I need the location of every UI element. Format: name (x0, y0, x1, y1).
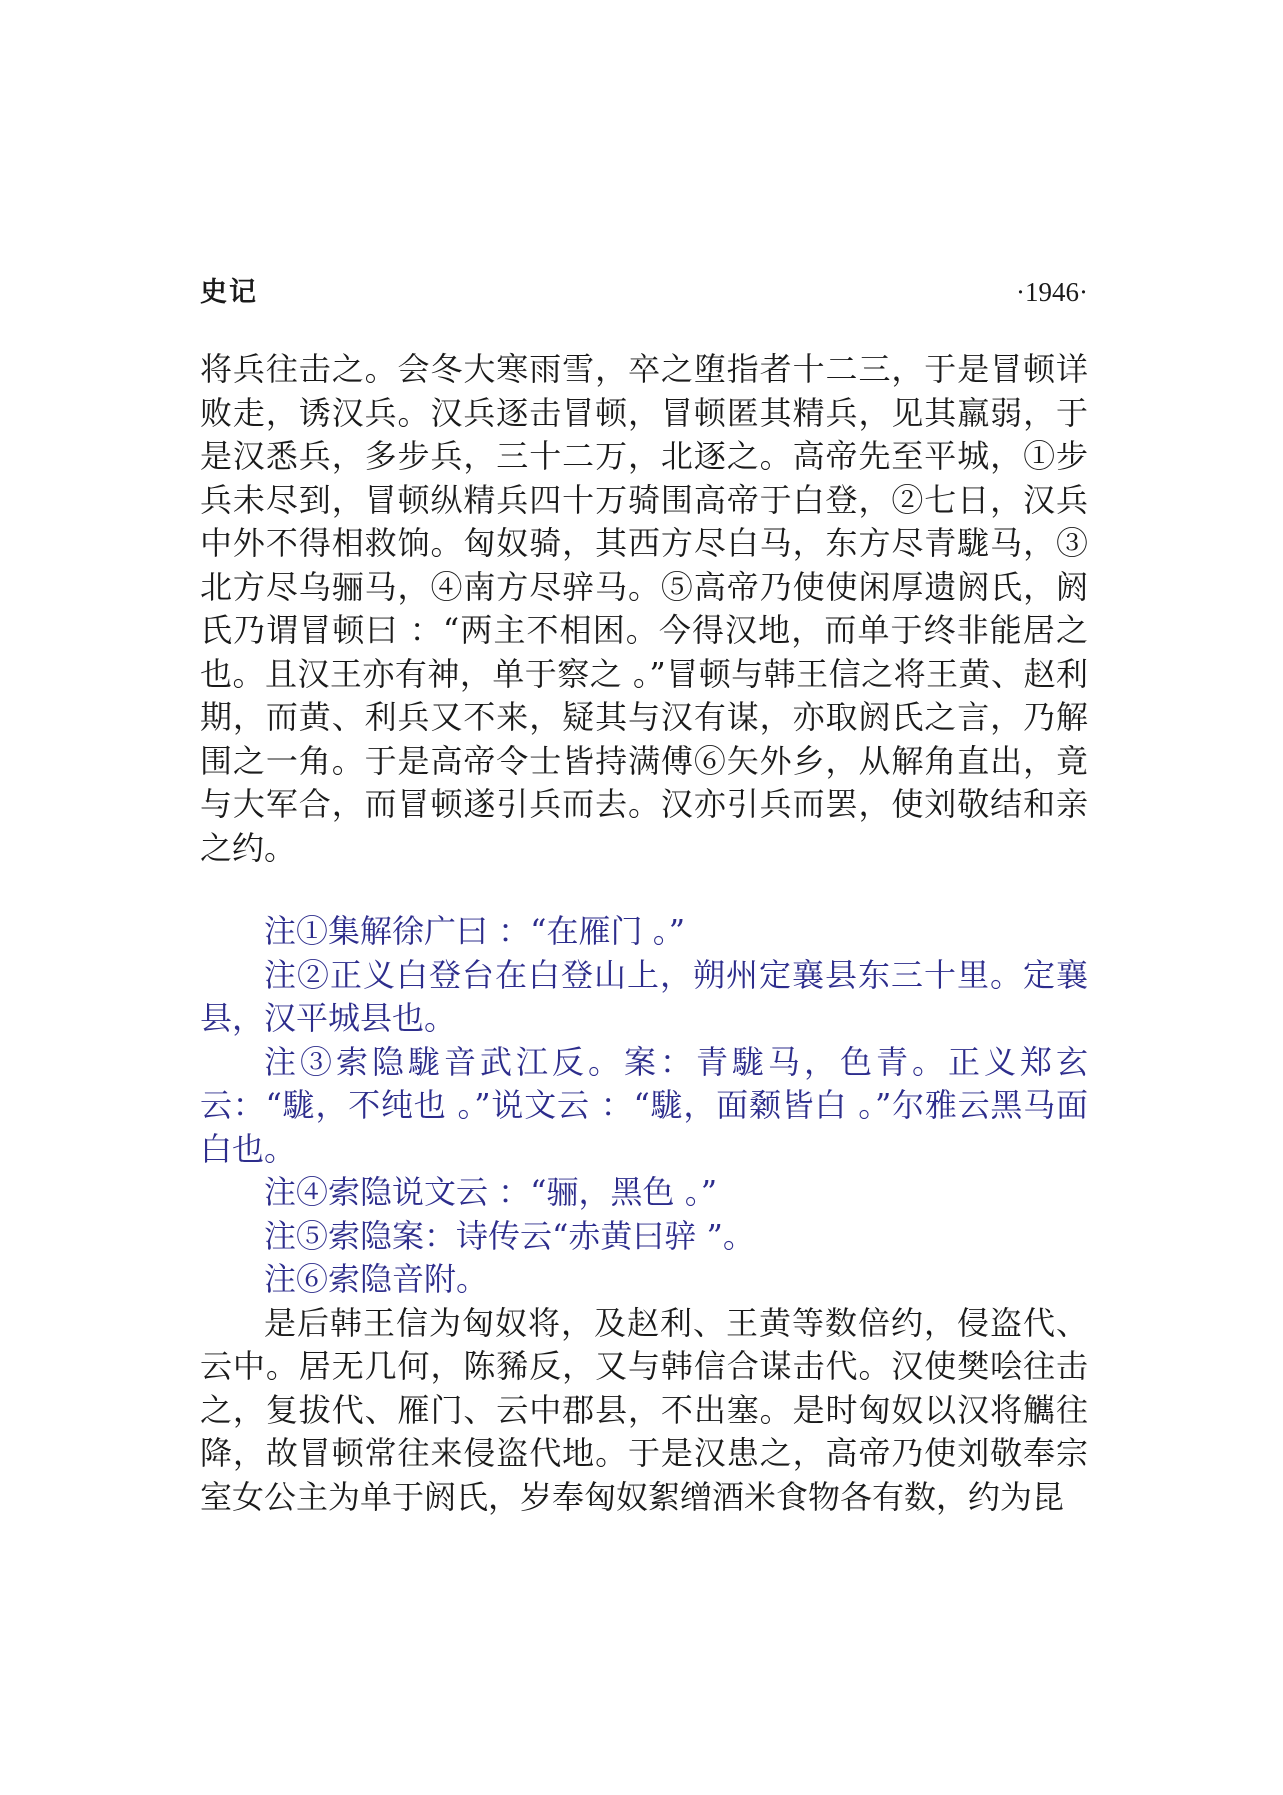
page-header (200, 270, 1088, 310)
note-1: 注①集解徐广曰 ：“在雁门 。” (264, 912, 686, 950)
note-3: 注③索隐駹音武江反。案：青駹马，色青。正义郑玄云：“駹，不纯也 。”说文云 ：“駹，面颡皆白 。”尔雅云黑马面白也。 (200, 1042, 1088, 1168)
final-paragraph: 是后韩王信为匈奴将，及赵利、王黄等数倍约，侵盗代、云中。居无几何，陈豨反，又与韩信合谋击代。汉使樊哙往击之，复拔代、雁门、云中郡县，不出塞。是时匈奴以汉将觽往降，故冒顿常往来侵盗代地。于是汉患之，高帝乃使刘敬奉宗室女公主为单于阏氏，岁奉匈奴絮缯酒米食物各有数，约为昆 (200, 1303, 1088, 1516)
note-2: 注②正义白登台在白登山上，朔州定襄县东三十里。定襄县，汉平城县也。 (200, 955, 1088, 1037)
note-4: 注④索隐说文云 ：“骊，黑色 。” (264, 1173, 718, 1211)
book-title: 史记 (200, 277, 258, 308)
page-number: ·1946· (1016, 277, 1088, 307)
note-5: 注⑤索隐案：诗传云“赤黄曰骍 ”。 (264, 1216, 755, 1255)
section-gap (200, 870, 1088, 910)
document-page (200, 270, 1088, 1519)
note-6: 注⑥索隐音附。 (264, 1260, 489, 1298)
main-paragraph: 将兵往击之。会冬大寒雨雪，卒之堕指者十二三，于是冒顿详败走，诱汉兵。汉兵逐击冒顿，冒顿匿其精兵，见其羸弱，于是汉悉兵，多步兵，三十二万，北逐之。高帝先至平城，①步兵未尽到，冒顿纵精兵四十万骑围高帝于白登，②七日，汉兵中外不得相救饷。匈奴骑，其西方尽白马，东方尽青駹马，③北方尽乌骊马，④南方尽骍马。⑤高帝乃使使闲厚遗阏氏，阏氏乃谓冒顿曰 ：“两主不相困。今得汉地，而单于终非能居之也。且汉王亦有神，单于察之 。”冒顿与韩王信之将王黄、赵利期，而黄、利兵又不来，疑其与汉有谋，亦取阏氏之言，乃解围之一角。于是高帝令士皆持满傅⑥矢外乡，从解角直出，竟与大军合，而冒顿遂引兵而去。汉亦引兵而罢，使刘敬结和亲之约。 (200, 350, 1088, 867)
